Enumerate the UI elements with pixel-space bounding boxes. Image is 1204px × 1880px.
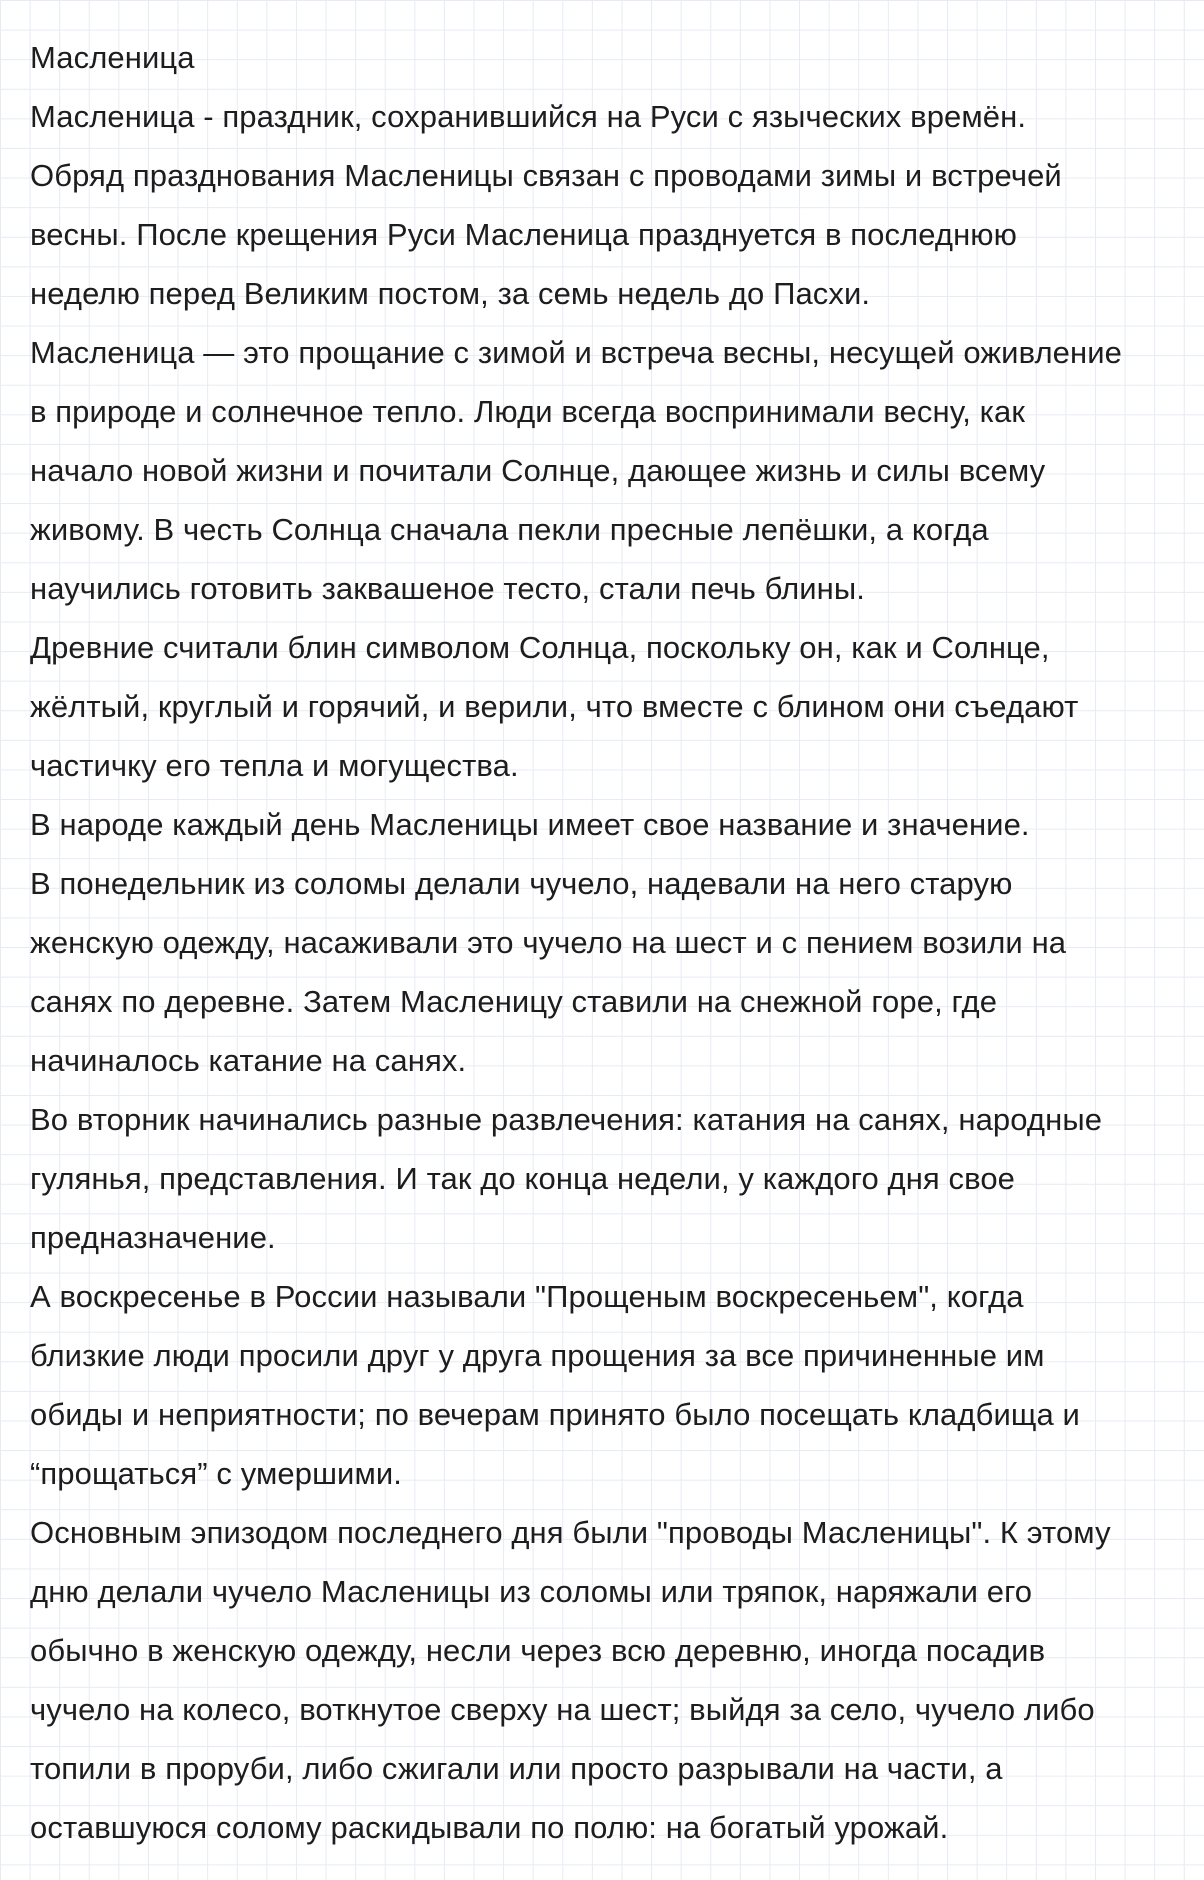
text-line: частичку его тепла и могущества. [30, 748, 519, 783]
text-line: научились готовить заквашеное тесто, стали печь блины. [30, 571, 865, 606]
text-line: обиды и неприятности; по вечерам принято было посещать кладбища и [30, 1397, 1080, 1432]
text-line: живому. В честь Солнца сначала пекли пресные лепёшки, а когда [30, 512, 989, 547]
text-line: обычно в женскую одежду, несли через всю деревню, иногда посадив [30, 1633, 1046, 1668]
text-line: Обряд празднования Масленицы связан с проводами зимы и встречей [30, 158, 1062, 193]
text-line: “прощаться” с умершими. [30, 1456, 403, 1491]
text-line: чучело на колесо, воткнутое сверху на шест; выйдя за село, чучело либо [30, 1692, 1095, 1727]
text-line: В понедельник из соломы делали чучело, надевали на него старую [30, 866, 1013, 901]
text-line: Древние считали блин символом Солнца, поскольку он, как и Солнце, [30, 630, 1050, 665]
text-line: близкие люди просили друг у друга прощения за все причиненные им [30, 1338, 1045, 1373]
text-line: гулянья, представления. И так до конца недели, у каждого дня свое [30, 1161, 1016, 1196]
text-line: дню делали чучело Масленицы из соломы или тряпок, наряжали его [30, 1574, 1033, 1609]
text-line: начиналось катание на санях. [30, 1043, 467, 1078]
text-line: оставшуюся солому раскидывали по полю: на богатый урожай. [30, 1810, 949, 1845]
text-line: неделю перед Великим постом, за семь недель до Пасхи. [30, 276, 871, 311]
text-line: В народе каждый день Масленицы имеет свое название и значение. [30, 807, 1030, 842]
text-line: весны. После крещения Руси Масленица празднуется в последнюю [30, 217, 1018, 252]
text-line: Основным эпизодом последнего дня были "проводы Масленицы". К этому [30, 1515, 1111, 1550]
text-line: начало новой жизни и почитали Солнце, дающее жизнь и силы всему [30, 453, 1046, 488]
text-line: Масленица — это прощание с зимой и встреча весны, несущей оживление [30, 335, 1122, 370]
document-title: Масленица [30, 40, 195, 75]
text-line: в природе и солнечное тепло. Люди всегда воспринимали весну, как [30, 394, 1025, 429]
text-line: женскую одежду, насаживали это чучело на шест и с пением возили на [30, 925, 1067, 960]
text-line: Во вторник начинались разные развлечения: катания на санях, народные [30, 1102, 1103, 1137]
text-line: топили в проруби, либо сжигали или просто разрывали на части, а [30, 1751, 1003, 1786]
text-line: А воскресенье в России называли "Прощеным воскресеньем", когда [30, 1279, 1024, 1314]
text-line: санях по деревне. Затем Масленицу ставили на снежной горе, где [30, 984, 998, 1019]
text-line: предназначение. [30, 1220, 276, 1255]
text-line: жёлтый, круглый и горячий, и верили, что вместе с блином они съедают [30, 689, 1079, 724]
text-line: Масленица - праздник, сохранившийся на Руси с языческих времён. [30, 99, 1027, 134]
